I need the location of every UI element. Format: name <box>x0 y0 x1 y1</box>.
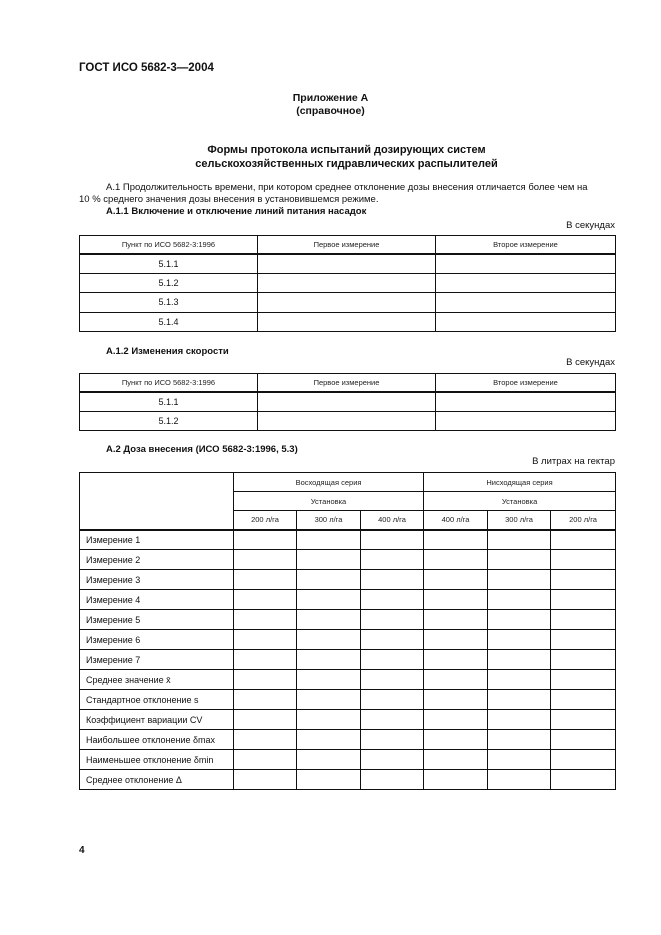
document-id: ГОСТ ИСО 5682-3—2004 <box>79 62 214 74</box>
empty-cell[interactable] <box>297 690 361 710</box>
table-row <box>80 550 616 570</box>
empty-cell[interactable] <box>551 690 616 710</box>
section-a2-heading: А.2 Доза внесения (ИСО 5682-3:1996, 5.3) <box>106 444 298 455</box>
empty-cell[interactable] <box>436 392 616 412</box>
empty-cell[interactable] <box>361 750 424 770</box>
empty-cell[interactable] <box>234 710 297 730</box>
empty-cell[interactable] <box>551 630 616 650</box>
annex-title-block <box>0 92 661 118</box>
section-a11-unit: В секундах <box>566 220 615 231</box>
table-row <box>80 690 616 710</box>
empty-cell[interactable] <box>297 610 361 630</box>
table-row <box>80 630 616 650</box>
empty-cell[interactable] <box>297 630 361 650</box>
table-a12 <box>79 373 616 431</box>
row-label: Среднее отклонение Δ <box>80 770 234 790</box>
empty-cell[interactable] <box>234 730 297 750</box>
empty-cell[interactable] <box>424 750 488 770</box>
empty-cell[interactable] <box>488 710 551 730</box>
row-label: Измерение 6 <box>80 630 234 650</box>
column-header: Первое измерение <box>258 236 436 254</box>
empty-cell[interactable] <box>424 610 488 630</box>
empty-cell[interactable] <box>488 730 551 750</box>
empty-cell[interactable] <box>488 570 551 590</box>
empty-cell[interactable] <box>436 273 616 293</box>
column-header: Пункт по ИСО 5682-3:1996 <box>80 236 258 254</box>
table-row <box>80 293 616 313</box>
empty-cell[interactable] <box>488 590 551 610</box>
row-label: 5.1.2 <box>80 273 258 293</box>
empty-cell[interactable] <box>488 750 551 770</box>
empty-cell[interactable] <box>234 690 297 710</box>
empty-cell[interactable] <box>551 530 616 550</box>
empty-cell[interactable] <box>551 590 616 610</box>
empty-cell[interactable] <box>424 570 488 590</box>
column-header: Второе измерение <box>436 374 616 392</box>
empty-cell[interactable] <box>488 530 551 550</box>
table-row <box>80 254 616 274</box>
table-a11 <box>79 235 616 332</box>
empty-cell[interactable] <box>488 690 551 710</box>
empty-cell[interactable] <box>234 610 297 630</box>
page-number: 4 <box>79 845 85 856</box>
empty-cell[interactable] <box>297 550 361 570</box>
empty-cell[interactable] <box>234 570 297 590</box>
section-a12-unit: В секундах <box>566 357 615 368</box>
empty-cell[interactable] <box>361 630 424 650</box>
table-row <box>80 273 616 293</box>
paragraph-a1 <box>79 182 615 206</box>
empty-cell[interactable] <box>258 273 436 293</box>
paragraph-line2: 10 % среднего значения дозы внесения в установившемся режиме. <box>79 194 379 205</box>
empty-cell[interactable] <box>361 550 424 570</box>
rate-header: 400 л/га <box>361 511 424 530</box>
rate-header: 200 л/га <box>234 511 297 530</box>
empty-cell[interactable] <box>297 670 361 690</box>
column-header: Первое измерение <box>258 374 436 392</box>
empty-cell[interactable] <box>488 610 551 630</box>
group-header-descending: Нисходящая серия <box>424 473 616 492</box>
empty-cell[interactable] <box>488 550 551 570</box>
empty-cell[interactable] <box>361 570 424 590</box>
row-label: 5.1.1 <box>80 392 258 412</box>
empty-cell[interactable] <box>234 630 297 650</box>
table-row <box>80 730 616 750</box>
table-row <box>80 770 616 790</box>
row-label: Измерение 5 <box>80 610 234 630</box>
annex-subtitle: (справочное) <box>296 105 365 117</box>
column-header: Пункт по ИСО 5682-3:1996 <box>80 374 258 392</box>
empty-cell[interactable] <box>551 710 616 730</box>
empty-cell[interactable] <box>297 570 361 590</box>
section-a11-heading: А.1.1 Включение и отключение линий питания насадок <box>106 206 367 217</box>
empty-cell[interactable] <box>361 770 424 790</box>
empty-cell[interactable] <box>436 312 616 332</box>
row-label: Наибольшее отклонение δmax <box>80 730 234 750</box>
empty-cell[interactable] <box>258 254 436 274</box>
empty-cell[interactable] <box>234 650 297 670</box>
row-label: Измерение 1 <box>80 530 234 550</box>
empty-cell[interactable] <box>361 690 424 710</box>
group-header-ascending: Восходящая серия <box>234 473 424 492</box>
form-title-line1: Формы протокола испытаний дозирующих систем <box>207 144 486 156</box>
empty-cell[interactable] <box>297 730 361 750</box>
table-row <box>80 590 616 610</box>
empty-cell[interactable] <box>234 550 297 570</box>
empty-cell[interactable] <box>424 550 488 570</box>
empty-cell[interactable] <box>361 670 424 690</box>
empty-cell[interactable] <box>258 392 436 412</box>
empty-cell[interactable] <box>297 530 361 550</box>
table-a2-body <box>80 530 616 790</box>
table-row <box>80 710 616 730</box>
setting-header: Установка <box>234 492 424 511</box>
table-a2 <box>79 472 616 790</box>
empty-cell[interactable] <box>436 254 616 274</box>
empty-cell[interactable] <box>361 590 424 610</box>
table-row <box>80 411 616 431</box>
corner-cell <box>80 473 234 530</box>
row-label: 5.1.1 <box>80 254 258 274</box>
table-row <box>80 670 616 690</box>
empty-cell[interactable] <box>424 530 488 550</box>
empty-cell[interactable] <box>297 650 361 670</box>
empty-cell[interactable] <box>551 570 616 590</box>
empty-cell[interactable] <box>297 710 361 730</box>
empty-cell[interactable] <box>424 690 488 710</box>
row-label: Измерение 3 <box>80 570 234 590</box>
empty-cell[interactable] <box>234 670 297 690</box>
empty-cell[interactable] <box>297 590 361 610</box>
row-label: 5.1.3 <box>80 293 258 313</box>
empty-cell[interactable] <box>436 411 616 431</box>
table-row <box>80 650 616 670</box>
empty-cell[interactable] <box>488 770 551 790</box>
empty-cell[interactable] <box>258 293 436 313</box>
rate-header: 300 л/га <box>488 511 551 530</box>
empty-cell[interactable] <box>551 650 616 670</box>
empty-cell[interactable] <box>551 550 616 570</box>
row-label: 5.1.4 <box>80 312 258 332</box>
empty-cell[interactable] <box>234 590 297 610</box>
empty-cell[interactable] <box>488 670 551 690</box>
empty-cell[interactable] <box>551 670 616 690</box>
form-title-line2: сельскохозяйственных гидравлических распылителей <box>195 158 498 170</box>
empty-cell[interactable] <box>297 770 361 790</box>
empty-cell[interactable] <box>361 530 424 550</box>
table-row <box>80 750 616 770</box>
table-row <box>80 392 616 412</box>
rate-header: 200 л/га <box>551 511 616 530</box>
annex-title: Приложение А <box>292 92 369 104</box>
empty-cell[interactable] <box>424 770 488 790</box>
row-label: Измерение 2 <box>80 550 234 570</box>
row-label: 5.1.2 <box>80 411 258 431</box>
empty-cell[interactable] <box>551 730 616 750</box>
rate-header: 300 л/га <box>297 511 361 530</box>
table-row <box>80 570 616 590</box>
empty-cell[interactable] <box>258 312 436 332</box>
table-row <box>80 610 616 630</box>
row-label: Среднее значение x̄ <box>80 670 234 690</box>
empty-cell[interactable] <box>361 710 424 730</box>
section-a12-heading: А.1.2 Изменения скорости <box>106 346 229 357</box>
empty-cell[interactable] <box>424 710 488 730</box>
empty-cell[interactable] <box>488 630 551 650</box>
column-header: Второе измерение <box>436 236 616 254</box>
empty-cell[interactable] <box>234 770 297 790</box>
empty-cell[interactable] <box>234 750 297 770</box>
empty-cell[interactable] <box>424 650 488 670</box>
empty-cell[interactable] <box>258 411 436 431</box>
empty-cell[interactable] <box>551 610 616 630</box>
empty-cell[interactable] <box>424 670 488 690</box>
row-label: Измерение 4 <box>80 590 234 610</box>
empty-cell[interactable] <box>234 530 297 550</box>
empty-cell[interactable] <box>361 730 424 750</box>
empty-cell[interactable] <box>488 650 551 670</box>
empty-cell[interactable] <box>436 293 616 313</box>
form-title-block <box>0 143 661 171</box>
empty-cell[interactable] <box>361 610 424 630</box>
empty-cell[interactable] <box>424 630 488 650</box>
empty-cell[interactable] <box>424 730 488 750</box>
paragraph-line1: А.1 Продолжительность времени, при котором среднее отклонение дозы внесения отличается более чем на <box>106 182 588 193</box>
empty-cell[interactable] <box>361 650 424 670</box>
empty-cell[interactable] <box>297 750 361 770</box>
section-a2-unit: В литрах на гектар <box>532 456 615 467</box>
rate-header: 400 л/га <box>424 511 488 530</box>
row-label: Измерение 7 <box>80 650 234 670</box>
table-row <box>80 530 616 550</box>
row-label: Наименьшее отклонение δmin <box>80 750 234 770</box>
table-row <box>80 312 616 332</box>
empty-cell[interactable] <box>551 770 616 790</box>
empty-cell[interactable] <box>551 750 616 770</box>
setting-header: Установка <box>424 492 616 511</box>
row-label: Коэффициент вариации CV <box>80 710 234 730</box>
row-label: Стандартное отклонение s <box>80 690 234 710</box>
empty-cell[interactable] <box>424 590 488 610</box>
